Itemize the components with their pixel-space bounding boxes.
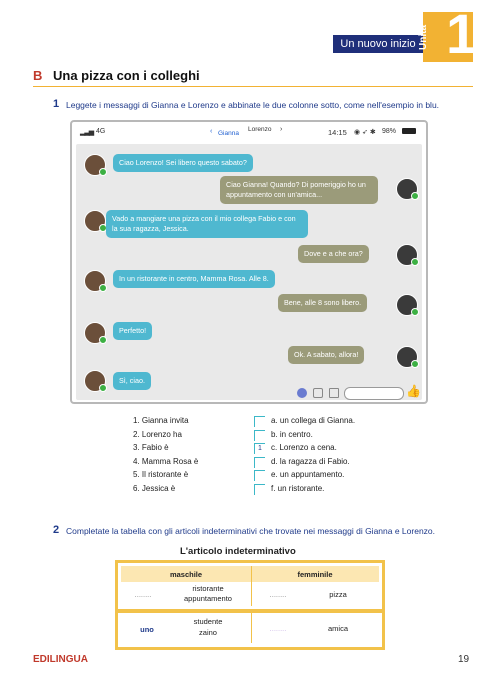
clock: 14:15: [328, 128, 347, 137]
chat-area: [76, 144, 422, 400]
column-header-femminile: femminile: [297, 570, 333, 579]
battery-icon: [402, 128, 416, 134]
avatar-lorenzo: [396, 346, 418, 368]
answer-box[interactable]: [254, 484, 265, 495]
matching-left-column: [133, 414, 198, 495]
table-cell-noun: amica: [327, 624, 348, 633]
column-divider: [251, 566, 252, 606]
avatar-lorenzo: [396, 244, 418, 266]
emoji-icon[interactable]: [297, 388, 307, 398]
section-title: Una pizza con i colleghi: [53, 68, 200, 83]
message-bubble: In un ristorante in centro, Mamma Rosa. Alle 8.: [113, 270, 275, 288]
answer-box[interactable]: [254, 430, 265, 441]
avatar-gianna: [84, 322, 106, 344]
page-number: 19: [458, 654, 470, 665]
matching-right-item: e. un appuntamento.: [271, 470, 345, 479]
message-bubble: Ok. A sabato, allora!: [288, 346, 364, 364]
matching-left-item: 2. Lorenzo ha: [133, 429, 182, 439]
matching-right-column: [271, 414, 355, 495]
exercise-1-instruction: Leggete i messaggi di Gianna e Lorenzo e abbinate le due colonne sotto, come nell'esempio in blu.: [66, 100, 440, 110]
matching-left-item: 3. Fabio è: [133, 443, 169, 452]
message-bubble: Bene, alle 8 sono libero.: [278, 294, 367, 312]
avatar-lorenzo: [396, 294, 418, 316]
matching-left-item: 1. Gianna invita: [133, 416, 189, 425]
table-cell-noun: zaino: [199, 628, 217, 637]
avatar-gianna: [84, 370, 106, 392]
section-divider: [33, 86, 473, 87]
answer-box-example[interactable]: 1: [254, 443, 265, 454]
section-header-title: Un nuovo inizio: [333, 35, 423, 53]
thumbs-up-icon[interactable]: 👍: [406, 384, 421, 398]
network-type: 4G: [96, 128, 106, 135]
battery-level: 98%: [382, 128, 397, 135]
message-bubble: Perfetto!: [113, 322, 152, 340]
back-button[interactable]: Gianna: [218, 130, 239, 137]
message-input[interactable]: [344, 387, 404, 400]
publisher-logo: EDILINGUA: [33, 654, 88, 665]
table-title: L'articolo indeterminativo: [180, 546, 296, 557]
answer-box[interactable]: [254, 416, 265, 427]
exercise-2-instruction: Completate la tabella con gli articoli indeterminativi che trovate nei messaggi di Gianna e Lorenzo.: [66, 526, 436, 536]
avatar-lorenzo: [396, 178, 418, 200]
matching-right-item: f. un ristorante.: [271, 483, 325, 493]
blank-article[interactable]: ........: [269, 624, 287, 633]
message-bubble: Ciao Gianna! Quando? Di pomeriggio ho un appuntamento con un'amica...: [220, 176, 378, 204]
exercise-1-number: 1: [53, 98, 60, 110]
message-bubble: Vado a mangiare una pizza con il mio collega Fabio e con la sua ragazza, Jessica.: [106, 210, 308, 238]
blank-article[interactable]: ........: [269, 590, 287, 599]
section-letter: B: [33, 68, 43, 83]
article-table: [115, 560, 385, 650]
matching-right-item: c. Lorenzo a cena.: [271, 443, 337, 452]
answer-box[interactable]: [254, 470, 265, 481]
matching-right-item: d. la ragazza di Fabio.: [271, 456, 350, 466]
chat-contact-name: Lorenzo: [248, 126, 272, 133]
matching-right-item: a. un collega di Gianna.: [271, 416, 356, 425]
table-cell-noun: studente: [193, 617, 223, 626]
matching-left-item: 4. Mamma Rosa è: [133, 456, 199, 466]
avatar-gianna: [84, 270, 106, 292]
matching-left-item: 5. Il ristorante è: [133, 470, 189, 479]
camera-icon[interactable]: [313, 388, 323, 398]
table-cell-noun: appuntamento: [184, 594, 232, 603]
matching-left-item: 6. Jessica è: [133, 483, 176, 493]
column-header-maschile: maschile: [169, 570, 203, 579]
image-icon[interactable]: [329, 388, 339, 398]
row-divider: [118, 609, 382, 613]
message-bubble: Sì, ciao.: [113, 372, 151, 390]
unit-label: Unità: [418, 25, 429, 51]
phone-screen: [70, 120, 428, 404]
status-icons: ◉ ➶ ✱: [354, 129, 376, 136]
unit-number: 1: [446, 2, 478, 65]
avatar-gianna: [84, 210, 106, 232]
example-article: uno: [140, 625, 154, 634]
blank-article[interactable]: ........: [134, 590, 152, 599]
avatar-gianna: [84, 154, 106, 176]
back-chevron-icon[interactable]: ‹: [210, 128, 213, 135]
matching-right-item: b. in centro.: [271, 429, 313, 439]
answer-box[interactable]: [254, 457, 265, 468]
table-cell-noun: pizza: [329, 590, 347, 599]
status-bar: [72, 122, 426, 142]
table-cell-noun: ristorante: [192, 584, 224, 593]
exercise-2-number: 2: [53, 524, 60, 536]
message-bubble: Dove e a che ora?: [298, 245, 369, 263]
column-divider: [251, 613, 252, 643]
chevron-right-icon[interactable]: ›: [280, 126, 283, 133]
signal-icon: ▂▃▅: [80, 129, 94, 136]
message-bubble: Ciao Lorenzo! Sei libero questo sabato?: [113, 154, 253, 172]
